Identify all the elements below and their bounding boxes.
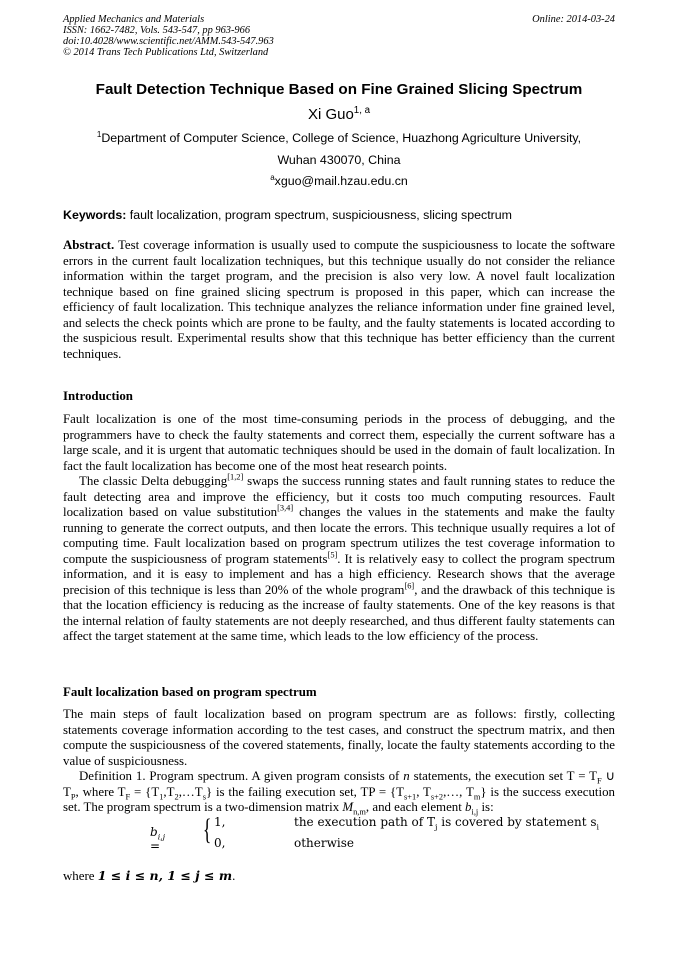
citation-superscript: [5] — [327, 550, 338, 560]
affiliation-line2: Wuhan 430070, China — [277, 153, 401, 167]
definition-paragraph — [63, 769, 615, 816]
keywords-label: Keywords: — [63, 208, 127, 222]
abstract-label: Abstract. — [63, 238, 115, 252]
subscript: 2 — [174, 792, 179, 802]
text-run: changes the values in the statements and make the faulty running to generate the correct outputs, and then locate the errors. This technique usually requires a lot of computing time. Fault localization based on program spectrum utilizes the test coverage information to compute the suspiciousness of program statements — [63, 505, 615, 566]
text-run: ,T — [163, 784, 175, 799]
intro-paragraph-2 — [63, 474, 615, 645]
text-run: ∪ T — [63, 769, 615, 799]
affiliation-line1 — [0, 131, 678, 145]
section-heading-program-spectrum: Fault localization based on program spectrum — [63, 685, 317, 699]
subscript: P — [70, 792, 76, 802]
subscript: 1 — [159, 792, 164, 802]
online-date: Online: 2014-03-24 — [532, 14, 615, 25]
abstract — [63, 238, 615, 362]
subscript: s+2 — [430, 792, 444, 802]
text-run: ,…T — [178, 784, 203, 799]
copyright: © 2014 Trans Tech Publications Ltd, Switzerland — [63, 47, 269, 58]
email-text[interactable]: xguo@mail.hzau.edu.cn — [274, 174, 408, 188]
subscript: F — [597, 776, 602, 786]
formula-case-1: 1, the execution path of $T_j$ is covered by statement $s_i$ — [214, 815, 600, 832]
text-run: The classic Delta debugging — [79, 474, 228, 488]
introduction-body — [63, 412, 615, 645]
math-variable: b — [465, 800, 472, 814]
email-sup: a — [270, 172, 275, 182]
intro-paragraph-1 — [63, 412, 615, 474]
text-run: swaps the success running states and fault running states to reduce the fault detecting area and improve the efficiency, but it costs too much computing resources. Fault localization based on value substitution — [63, 474, 615, 519]
issn: ISSN: 1662-7482, Vols. 543-547, pp 963-966 — [63, 25, 251, 36]
citation-superscript: [6] — [404, 581, 415, 591]
text-run: , T — [416, 784, 431, 799]
section-body — [63, 707, 615, 816]
math-variable: n — [403, 769, 410, 783]
text-run: statements, the execution set T = T — [409, 769, 597, 783]
text-run: ,…, T — [443, 784, 474, 799]
affiliation-sup: 1 — [96, 129, 102, 139]
author-sup: 1, a — [353, 105, 371, 116]
formula-case-2: 0, otherwise — [214, 836, 354, 850]
text-run: Definition 1. Program spectrum. A given program consists of — [79, 769, 404, 783]
introduction-heading: Introduction — [63, 389, 133, 403]
text-run: Fault localization is one of the most time-consuming periods in the process of debugging, and the programmers have to check the faulty statements and correct them, especially the current software has a large scale, and it is urgent that automatic techniques should be used in the domain of fault localization. In fact the fault localization has become one of the most heat research points. — [63, 412, 615, 473]
subscript: F — [125, 792, 131, 802]
text-run: The main steps of fault localization based on program spectrum are as follows: firstly, collecting statements coverage information according to the test cases, and construct the spectrum matrix, and then compute the suspiciousness of the covered statements, finally, locate the faulty statements according to the value of suspiciousness. — [63, 707, 615, 768]
subscript: n,m — [353, 807, 366, 817]
text-run: } is the success execution set. The program spectrum is a two-dimension matrix — [63, 784, 615, 814]
citation-superscript: [3,4] — [277, 503, 294, 513]
doi: doi:10.4028/www.scientific.net/AMM.543-547.963 — [63, 36, 274, 47]
citation-superscript: [1,2] — [227, 472, 244, 482]
math-variable: M — [342, 800, 354, 814]
paper-title: Fault Detection Technique Based on Fine Grained Slicing Spectrum — [95, 81, 583, 98]
where-clause: where 1 ≤ i ≤ n, 1 ≤ j ≤ m. — [63, 868, 236, 883]
subscript: m — [473, 792, 481, 802]
text-run: . It is relatively easy to collect the program spectrum information, and it is easy to implement and has a high efficiency. Research shows that the average precision of this technique is less than 20% of the whole program — [63, 551, 615, 597]
subscript: s+1 — [404, 792, 417, 802]
author-name: Xi Guo — [307, 106, 354, 123]
text-run: , where T — [75, 784, 126, 799]
section-paragraph-1 — [63, 707, 615, 769]
journal-header — [63, 14, 615, 58]
formula-lhs: $b_{i,j}$ = — [150, 825, 166, 853]
text-run: , and each element — [365, 800, 466, 814]
keywords-text: fault localization, program spectrum, suspiciousness, slicing spectrum — [126, 208, 513, 222]
subscript: i,j — [471, 807, 479, 817]
text-run: = {T — [130, 784, 160, 799]
text-run: , and the drawback of this technique is that the location efficiency is reducing as the increase of faulty statements. One of the key reasons is that the internal relation of faulty statements are not deeply researched, and thus different faulty statements can affect the target statement at the same time, which leads to the low efficiency of the process. — [63, 582, 615, 643]
text-run: } is the failing execution set, TP = {T — [205, 784, 405, 799]
keywords — [63, 208, 512, 222]
author — [0, 106, 678, 123]
author-email — [0, 174, 678, 188]
affiliation-text: Department of Computer Science, College of Science, Huazhong Agriculture University, — [101, 131, 582, 145]
abstract-text: Test coverage information is usually used to compute the suspiciousness to locate the software errors in the current fault localization techniques, but this technique usually do not consider the reliance information within the target program, and the precision is also very low. A novel fault localization technique based on fine grained slicing spectrum is proposed in this paper, which can increase the efficiency of fault localization. This technique analyzes the reliance information under fine grained level, and selects the check points which are prone to be faulty, and the faulty statements is located according to the suspicious result. Experimental results show that this technique has better efficiency than the current techniques. — [63, 238, 615, 361]
subscript: s — [202, 792, 206, 802]
brace-symbol: { — [202, 813, 212, 846]
text-run: is: — [478, 800, 494, 814]
journal-name: Applied Mechanics and Materials — [63, 14, 205, 25]
